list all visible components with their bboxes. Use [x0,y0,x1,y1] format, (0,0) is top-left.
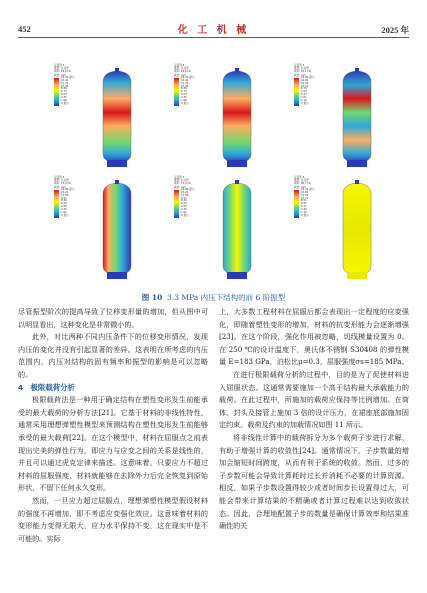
vessel-shell [103,71,131,163]
legend-tick: 13.21 [181,190,189,194]
vessel-model [338,68,376,168]
legend-line: 频率: 29.6 Hz [54,70,71,74]
legend-tick: 3.30 [61,208,67,212]
paragraph: 极限载荷法是一种用于确定结构在塑性变形发生前能承受的最大载荷的分析方法[21]。它基于材料的非线性特性，通常采用理想弹塑性模型来预测结构在塑性变形发生前能够承受的最大载荷[22]。在这个模型中，材料在屈服点之前表现出完美的弹性行为，即应力与应变之间的关系是线性的，并且可以通过虎克定律来描述。这意味着，只要应力不超过材料的屈服强度，材料就能够在去除外力后完全恢复到原始形状，不留下任何永久变形。 [18,395,208,493]
legend-tick: 8.51 [301,199,307,203]
legend-tick: 15.09 最大 [61,75,75,79]
legend-tick: 4.95 [181,205,187,209]
legend-tick: 0 最小 [61,213,69,217]
legend-tick: 8.38 [61,87,67,91]
legend-line: 单位: mm [294,73,306,77]
mode-shape-panel-6 [280,174,395,283]
legend-line: 单位: mm [174,73,186,77]
legend-tick: 3.30 [181,208,187,212]
caption-text: 3.3 MPa 内压下结构的前 6 阶振型 [167,293,286,302]
legend-tick: 5.11 [301,205,307,209]
vessel-nozzle [235,180,239,184]
vessel-contour [218,180,256,280]
legend-line: 类型: 总变形 [294,67,309,71]
color-scale-bar [54,190,59,218]
legend-tick: 3.35 [181,96,187,100]
legend-title: 总变形 4 [54,176,65,179]
legend-tick: 13.41 [181,78,189,82]
paragraph: 尽管振型阶次的提高导致了位移变形量的增加，但从图中可以明显看出，这种变化是非常微小的。 [18,307,208,329]
legend-tick: 0 最小 [301,101,309,105]
vessel-nozzle [355,180,359,184]
mode-shape-panel-4 [40,174,155,283]
legend-line: 频率: 73.4 Hz [54,182,71,186]
figure-caption [0,292,427,303]
vessel-nozzle [115,68,119,72]
legend-tick: 0 最小 [181,101,189,105]
legend-title: 总变形 3 [294,64,305,67]
legend-tick: 1.68 [181,99,187,103]
vessel-shell [103,183,131,275]
color-scale-bar [174,78,179,106]
contour-legend [54,64,84,106]
journal-name: 化 工 机 械 [177,25,250,36]
vessel-nozzle [115,180,119,184]
vessel-nozzle [235,68,239,72]
legend-tick: 11.74 [61,81,69,85]
legend-tick: 10.06 [61,84,69,88]
mode-shape-panel-3 [280,62,395,171]
color-scale-bar [294,190,299,218]
vessel-model [98,68,136,168]
journal-year: 2025 年 [381,25,409,35]
legend-tick: 0 最小 [301,213,309,217]
legend-line: 单位: mm [54,73,66,77]
legend-title: 总变形 2 [174,64,185,67]
left-column [18,306,208,545]
color-scale-bar [174,190,179,218]
legend-line: 频率: 96.7 Hz [294,182,311,186]
legend-title: 总变形 1 [54,64,65,67]
caption-label: 图 10 [141,293,163,302]
legend-tick: 6.71 [181,90,187,94]
legend-line: 单位: mm [294,185,306,189]
vessel-contour [338,180,376,280]
legend-tick: 5.03 [181,93,187,97]
legend-line: 单位: mm [174,185,186,189]
mode-shape-panel-5 [160,174,275,283]
section-heading: 4 极限载荷分析 [18,382,75,392]
legend-tick: 1.70 [301,211,307,215]
legend-line: 类型: 总变形 [54,67,69,71]
legend-tick: 1.68 [61,99,67,103]
color-scale-bar [54,78,59,106]
contour-legend [294,64,324,106]
vessel-model [218,68,256,168]
paragraph: 然而，一旦应力超过屈服点，理想弹塑性模型假设材料的强度不再增加，即不考虑应变强化效应。这意味着材料的变形能力变得无限大，应力水平保持不变，这在现实中是不可能的。实际 [18,495,208,543]
legend-tick: 6.60 [61,202,67,206]
legend-tick: 12.29 [301,81,309,85]
paragraph: 上，大多数工程材料在屈服后都会表现出一定程度的应变强化，即随着塑性变形的增加，材料的抗变形能力会逐渐增强[23]。在这个阶段，强化作用被忽略，切线模量设置为 0。在 250 ℃的设计温度下，奥氏体不锈钢 S30408 的弹性模量 E=183 GPa，泊松比μ=0.3，屈服强度σs=185 MPa。 [219,307,409,367]
legend-tick: 15.32 最大 [301,187,315,191]
legend-tick: 8.26 [181,199,187,203]
legend-tick: 9.91 [181,196,187,200]
paragraph: 此外，对比两种不同内压条件下的位移变形情况，发现内压的变化并没有引起显著的差异。这表明在所考虑的内压范围内，内压对结构的固有频率和振型的影响是可以忽略的。 [18,332,208,379]
vessel-model [98,180,136,280]
legend-line: 类型: 总变形 [174,67,189,71]
color-scale-bar [294,78,299,106]
legend-tick: 8.78 [301,87,307,91]
vessel-contour [338,68,376,168]
legend-line: 类型: 总变形 [294,179,309,183]
legend-tick: 10.53 [301,84,309,88]
legend-tick: 8.26 [61,199,67,203]
legend-tick: 15.09 最大 [181,75,195,79]
contour-legend [294,176,324,218]
right-column [219,306,409,533]
legend-title: 总变形 6 [294,176,305,179]
legend-tick: 6.60 [181,202,187,206]
legend-tick: 11.92 [301,193,309,197]
figure-10 [0,60,427,290]
contour-legend [54,176,84,218]
legend-tick: 13.62 [301,190,309,194]
vessel-model [218,180,256,280]
vessel-skirt [107,160,127,167]
legend-tick: 14.86 最大 [181,187,195,191]
mode-shape-panel-2 [160,62,275,171]
legend-tick: 10.06 [181,84,189,88]
legend-tick: 7.02 [301,90,307,94]
legend-line: 频率: 29.6 Hz [174,70,191,74]
legend-tick: 11.56 [181,193,189,197]
vessel-contour [98,68,136,168]
legend-tick: 8.38 [181,87,187,91]
legend-tick: 0 最小 [61,101,69,105]
legend-tick: 13.21 [61,190,69,194]
vessel-shell [223,71,251,163]
legend-tick: 9.91 [61,196,67,200]
contour-legend [174,176,204,218]
legend-line: 类型: 总变形 [174,179,189,183]
vessel-shell [343,71,371,163]
page-header [0,0,427,40]
legend-tick: 13.41 [61,78,69,82]
contour-legend [174,64,204,106]
vessel-skirt [347,160,367,167]
legend-tick: 14.86 最大 [61,187,75,191]
paragraph: 在进行极限载荷分析的过程中，目的是为了促使材料进入屈服状态。这通常需要施加一个高于结构最大承载能力的载荷。在此过程中，所施加的载荷应保持等比例增加。在筒体、封头及接管上施加 3 倍的设计压力，在裙座底部施加固定约束。载荷及约束的加载情况如图 11 所示。 [219,369,409,430]
mode-shape-panel-1 [40,62,155,171]
legend-title: 总变形 5 [174,176,185,179]
legend-tick: 11.56 [61,193,69,197]
legend-tick: 5.03 [61,93,67,97]
legend-tick: 11.74 [181,81,189,85]
legend-tick: 6.71 [61,90,67,94]
legend-tick: 6.81 [301,202,307,206]
vessel-contour [218,68,256,168]
vessel-shell [223,183,251,275]
legend-tick: 1.65 [181,211,187,215]
legend-tick: 3.40 [301,208,307,212]
legend-tick: 3.51 [301,96,307,100]
paragraph: 将非线性计算中的载荷拆分为多个载荷子步进行求解，有助于增强计算的收敛性[24]。通常情况下，子步数量的增加会缩短时间跨度，从而有利于系统的收敛。然而，过多的子步数可能会导致计算耗时过长并消耗不必要的计算资源。相反，如果子步数设置得较少或者时间步长设置得过大，可能会带来计算结果的不精确或者计算过程难以达到收敛状态。因此，合理地配置子步的数量是确保计算效率和结果准确性的关 [219,432,409,531]
legend-tick: 1.65 [61,211,67,215]
legend-tick: 15.80 最大 [301,75,315,79]
vessel-shell [343,183,371,275]
legend-line: 单位: mm [54,185,66,189]
vessel-contour [98,180,136,280]
legend-line: 频率: 73.4 Hz [174,182,191,186]
legend-line: 频率: 52.1 Hz [294,70,311,74]
legend-line: 类型: 总变形 [54,179,69,183]
vessel-nozzle [355,68,359,72]
vessel-skirt [347,272,367,279]
legend-tick: 10.21 [301,196,309,200]
legend-tick: 3.35 [61,96,67,100]
legend-tick: 0 最小 [181,213,189,217]
vessel-skirt [227,272,247,279]
legend-tick: 5.27 [301,93,307,97]
page-number: 452 [18,24,31,34]
legend-tick: 14.04 [301,78,309,82]
legend-tick: 4.95 [61,205,67,209]
vessel-model [338,180,376,280]
header-rule [18,37,409,38]
legend-tick: 1.76 [301,99,307,103]
vessel-skirt [227,160,247,167]
vessel-skirt [107,272,127,279]
